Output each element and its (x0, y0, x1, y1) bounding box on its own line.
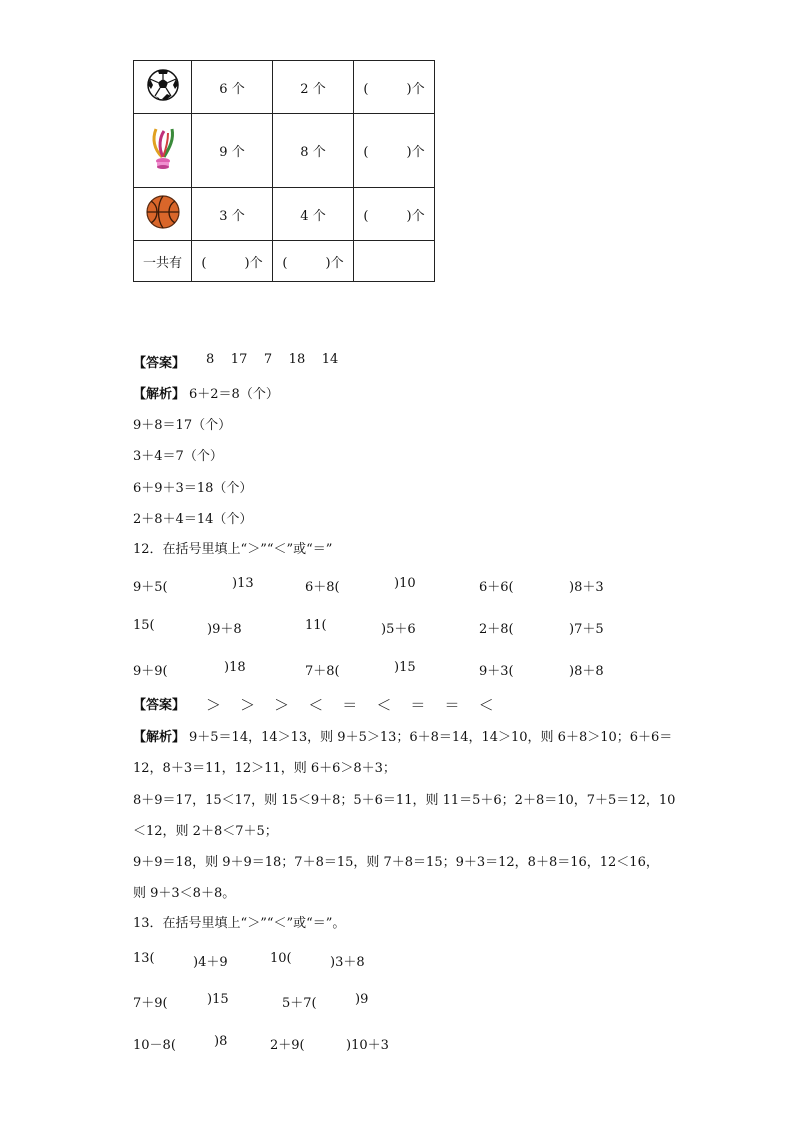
comparison-right: )18 (224, 660, 246, 675)
table-cell: 9 个 (192, 114, 273, 188)
blank-close: )个 (406, 81, 425, 97)
comparison-left: 9＋3( (479, 664, 514, 679)
table-row-total (134, 241, 435, 282)
blank-open: ( (201, 255, 207, 271)
comparison-right: )8＋3 (569, 580, 604, 595)
basketball-icon (145, 194, 181, 230)
blank-open: ( (363, 81, 369, 97)
analysis-line: 6＋2＝8（个） (189, 387, 279, 402)
blank-open: ( (282, 255, 288, 271)
comparison-left: 6＋8( (305, 580, 340, 595)
comparison-right: )9＋8 (207, 622, 242, 637)
comparison-left: 2＋9( (270, 1038, 305, 1053)
comparison-right: )8 (214, 1034, 228, 1049)
answer-blank-cell[interactable] (354, 114, 435, 188)
blank-close: )个 (406, 145, 425, 160)
table-row (134, 188, 435, 241)
blank-open: ( (363, 208, 369, 224)
comparison-left: 9＋9( (133, 664, 168, 679)
comparison-left: 10－8( (133, 1038, 176, 1053)
comparison-left: 10( (270, 951, 292, 966)
analysis-line: ＜12，则 2＋8＜7＋5； (133, 824, 278, 839)
answer-blank-cell[interactable] (192, 241, 273, 282)
table-cell: 6 个 (192, 61, 273, 114)
blank-open: ( (363, 145, 369, 160)
object-count-table (133, 60, 435, 282)
comparison-right: )9 (355, 992, 369, 1007)
soccer-ball-icon (146, 68, 180, 102)
icon-cell (134, 61, 192, 114)
comparison-right: )10 (394, 576, 416, 591)
table-cell: 3 个 (192, 188, 273, 241)
comparison-right: )15 (207, 992, 229, 1007)
table-cell: 8 个 (273, 114, 354, 188)
table-cell: 2 个 (273, 61, 354, 114)
comparison-left: 7＋8( (305, 664, 340, 679)
comparison-left: 13( (133, 951, 155, 966)
answer-label: 【答案】 (133, 698, 186, 713)
total-label: 一共有 (134, 241, 192, 282)
answer-values: 8 17 7 18 14 (206, 352, 339, 367)
comparison-left: 15( (133, 618, 155, 633)
table-cell: 4 个 (273, 188, 354, 241)
blank-close: )个 (406, 208, 425, 224)
analysis-line: 6＋9＋3＝18（个） (133, 481, 253, 496)
comparison-right: )3＋8 (330, 955, 365, 970)
comparison-right: )10＋3 (346, 1038, 389, 1053)
comparison-left: 2＋8( (479, 622, 514, 637)
comparison-right: )4＋9 (193, 955, 228, 970)
comparison-right: )13 (232, 576, 254, 591)
analysis-line: 3＋4＝7（个） (133, 449, 223, 464)
comparison-left: 9＋5( (133, 580, 168, 595)
icon-cell (134, 114, 192, 188)
question-title: 13．在括号里填上“＞”“＜”或“＝”。 (133, 916, 346, 931)
answer-blank-cell[interactable] (354, 188, 435, 241)
comparison-left: 7＋9( (133, 996, 168, 1011)
answer-blank-cell[interactable] (273, 241, 354, 282)
analysis-line: 9＋9＝18，则 9＋9＝18；7＋8＝15，则 7＋8＝15；9＋3＝12，8＋8＝16，12＜16， (133, 855, 659, 870)
table-row (134, 61, 435, 114)
answer-values: ＞ ＞ ＞ ＜ ＝ ＜ ＝ ＝ ＜ (206, 696, 494, 714)
table-row (134, 114, 435, 188)
answer-label: 【答案】 (133, 356, 186, 371)
comparison-right: )5＋6 (381, 622, 416, 637)
comparison-right: )15 (394, 660, 416, 675)
analysis-line: 9＋8＝17（个） (133, 418, 232, 433)
analysis-label: 【解析】 (133, 730, 186, 745)
analysis-line: 2＋8＋4＝14（个） (133, 512, 253, 527)
comparison-right: )8＋8 (569, 664, 604, 679)
analysis-line: 8＋9＝17，15＜17，则 15＜9＋8；5＋6＝11，则 11＝5＋6；2＋8＝10，7＋5＝12，10 (133, 793, 676, 808)
comparison-left: 5＋7( (282, 996, 317, 1011)
comparison-right: )7＋5 (569, 622, 604, 637)
empty-cell (354, 241, 435, 282)
analysis-line: 9＋5＝14，14＞13，则 9＋5＞13；6＋8＝14，14＞10，则 6＋8＞10；6＋6＝ (189, 730, 673, 745)
shuttlecock-icon (148, 127, 178, 171)
icon-cell (134, 188, 192, 241)
analysis-label: 【解析】 (133, 387, 186, 402)
analysis-line: 12，8＋3＝11，12＞11，则 6＋6＞8＋3； (133, 761, 396, 776)
answer-blank-cell[interactable] (354, 61, 435, 114)
comparison-left: 6＋6( (479, 580, 514, 595)
blank-close: )个 (325, 255, 344, 271)
question-title: 12．在括号里填上“＞”“＜”或“＝” (133, 542, 333, 557)
comparison-left: 11( (305, 618, 327, 633)
blank-close: )个 (244, 255, 263, 271)
analysis-line: 则 9＋3＜8＋8。 (133, 886, 236, 901)
